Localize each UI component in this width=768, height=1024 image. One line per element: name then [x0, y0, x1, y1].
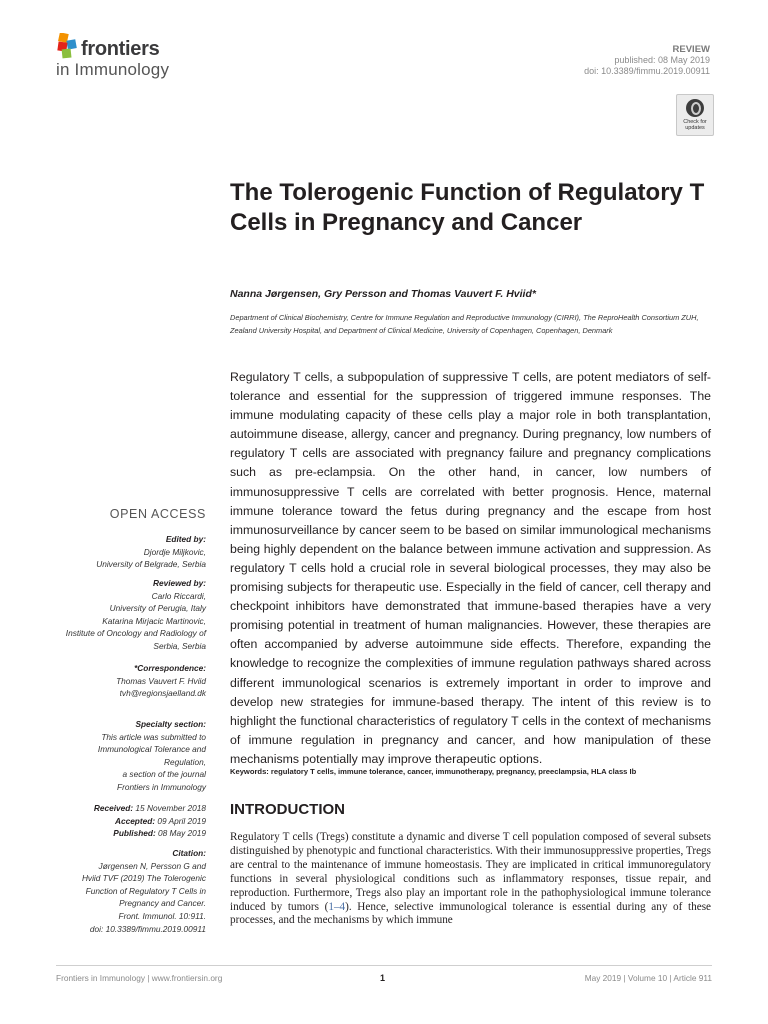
received-date: 15 November 2018	[133, 803, 206, 813]
article-authors: Nanna Jørgensen, Gry Persson and Thomas Vauvert F. Hviid*	[230, 288, 536, 300]
specialty-line: a section of the journal	[122, 769, 206, 780]
section-heading-introduction: INTRODUCTION	[230, 801, 345, 818]
edited-by-label: Edited by:	[165, 534, 206, 544]
received-line	[41, 802, 206, 815]
correspondence-block	[41, 662, 206, 700]
journal-logo-word: frontiers	[81, 38, 160, 60]
correspondence-email[interactable]: tvh@regionsjaelland.dk	[119, 688, 206, 699]
open-access-label: OPEN ACCESS	[109, 507, 206, 521]
footer-issue-info: May 2019 | Volume 10 | Article 911	[584, 973, 712, 983]
specialty-line: This article was submitted to	[101, 731, 206, 742]
check-for-updates-badge[interactable]	[676, 94, 714, 136]
published-date: published: 08 May 2019	[614, 55, 710, 65]
page-number: 1	[380, 973, 386, 983]
footer-journal-link[interactable]: Frontiers in Immunology | www.frontiersin.org	[56, 973, 223, 983]
reviewed-by-block	[41, 577, 206, 653]
article-meta	[584, 44, 710, 77]
intro-text: Regulatory T cells (Tregs) constitute a dynamic and diverse T cell population composed of several subsets distinguished by phenotypic and functional characteristics. With their immunosuppressive properties, Tregs are central to the maintenance of immune homeostasis. They are implicated in critical immunoregulatory functions in several physiological conditions such as inflammatory responses, tissue repair, and reproduction. Furthermore, Tregs also play an important role in the pathophysiological immune tolerance induced by tumors (	[230, 831, 711, 913]
accepted-label: Accepted:	[114, 815, 156, 826]
reviewer-line: Katarina Mirjacic Martinovic,	[102, 615, 206, 626]
specialty-section-block	[41, 718, 206, 794]
reviewer-line: University of Perugia, Italy	[109, 603, 206, 614]
specialty-section-label: Specialty section:	[135, 719, 206, 729]
correspondence-name: Thomas Vauvert F. Hviid	[116, 675, 206, 686]
published-label: Published:	[113, 828, 156, 839]
frontiers-logo-icon	[56, 33, 78, 59]
intro-text-continued: ). Hence, selective immunological tolerance is essential during any of these processes, and the mechanisms by which immune	[230, 900, 712, 927]
journal-name: in Immunology	[56, 60, 170, 79]
citation-doi[interactable]: doi: 10.3389/fimmu.2019.00911	[89, 923, 206, 934]
citation-line: Front. Immunol. 10:911.	[118, 910, 206, 921]
citation-link[interactable]: 1–4	[328, 900, 346, 913]
dates-block	[41, 802, 206, 840]
reviewer-line: Carlo Riccardi,	[151, 590, 206, 601]
keywords: Keywords: regulatory T cells, immune tolerance, cancer, immunotherapy, pregnancy, preeclampsia, HLA class Ib	[230, 767, 637, 776]
received-label: Received:	[93, 803, 134, 813]
citation-line: Hviid TVF (2019) The Tolerogenic	[81, 873, 206, 884]
article-type: REVIEW	[672, 44, 710, 55]
editor-line: Djordje Miljkovic,	[143, 546, 206, 557]
citation-line: Pregnancy and Cancer.	[119, 898, 206, 909]
citation-line: Jørgensen N, Persson G and	[98, 860, 206, 871]
published-line	[41, 827, 206, 840]
reviewer-line: Serbia, Serbia	[153, 640, 206, 651]
published-date-side: 08 May 2019	[155, 828, 206, 839]
crossmark-icon	[686, 99, 704, 117]
specialty-line: Regulation,	[164, 756, 206, 767]
accepted-date: 09 April 2019	[155, 815, 206, 826]
edited-by-block	[41, 533, 206, 571]
updates-badge-label: Check for updates	[683, 119, 707, 131]
abstract: Regulatory T cells, a subpopulation of suppressive T cells, are potent mediators of self-tolerance and essential for the suppression of triggered immune responses. The immune modulating capacity of these cells play a major role in both transplantation, autoimmune disease, allergy, cancer and pregnancy. During pregnancy, low numbers of regulatory T cells are associated with pregnancy failure and pregnancy complications such as pre-eclampsia. On the other hand, in cancer, low numbers of immunosuppressive T cells are correlated with better prognosis. Hence, maternal immune tolerance toward the fetus during pregnancy and the escape from host immunosurveillance by cancer seem to be based on similar immunological mechanisms being highly dependent on the balance between immune activation and suppression. As regulatory T cells hold a crucial role in several biological processes, they may also be promising subjects for therapeutic use. Especially in the field of cancer, cell therapy and checkpoint inhibitors have demonstrated that immune-based therapies have a very promising potential in treatment of human malignancies. However, these therapies are often accompanied by adverse autoimmune side effects. Therefore, expanding the knowledge to recognize the complexities of immune regulation pathways shared across different immunological scenarios is extremely important in order to improve and develop new strategies for immune-based therapy. The intent of this review is to highlight the functional characteristics of regulatory T cells in the context of mechanisms of immune regulation in pregnancy and cancer, and how manipulation of these mechanisms potentially may improve therapeutic options.	[230, 370, 711, 766]
article-title: The Tolerogenic Function of Regulatory T Cells in Pregnancy and Cancer	[230, 179, 705, 236]
correspondence-label: *Correspondence:	[134, 663, 206, 673]
citation-block	[41, 847, 206, 935]
footer-divider	[56, 965, 712, 966]
accepted-line	[41, 815, 206, 828]
editor-line: University of Belgrade, Serbia	[96, 559, 206, 570]
reviewer-line: Institute of Oncology and Radiology of	[65, 628, 206, 639]
citation-label: Citation:	[172, 848, 206, 858]
specialty-line: Frontiers in Immunology	[117, 781, 206, 792]
author-affiliation: Department of Clinical Biochemistry, Centre for Immune Regulation and Reproductive Immunology (CIRRI), The ReproHealth Consortium ZUH, Zealand University Hospital, and Department of Clinical Medicine, University of Copenhagen, Copenhagen, Denmark	[230, 313, 699, 335]
introduction-paragraph	[230, 831, 711, 928]
citation-line: Function of Regulatory T Cells in	[85, 885, 206, 896]
article-doi[interactable]: doi: 10.3389/fimmu.2019.00911	[584, 66, 710, 76]
reviewed-by-label: Reviewed by:	[152, 578, 206, 588]
specialty-line: Immunological Tolerance and	[97, 744, 206, 755]
